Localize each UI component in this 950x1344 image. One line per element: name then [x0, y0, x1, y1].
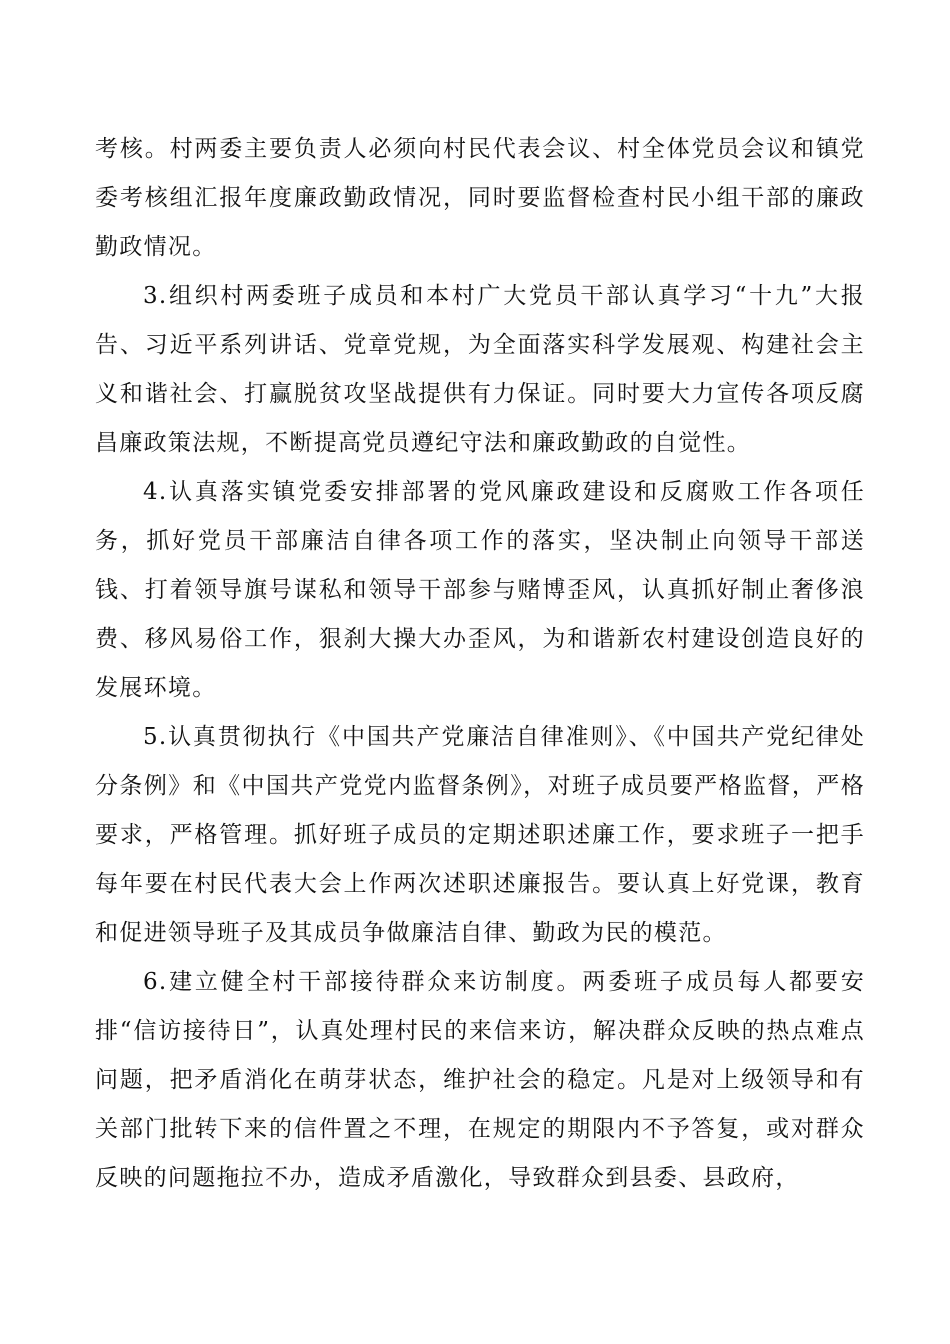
paragraph-item-4: 4.认真落实镇党委安排部署的党风廉政建设和反腐败工作各项任务，抓好党员干部廉洁自律各项工作的落实，坚决制止向领导干部送钱、打着领导旗号谋私和领导干部参与赌博歪风，认真抓好制止奢侈浪费、移风易俗工作，狠刹大操大办歪风，为和谐新农村建设创造良好的发展环境。 — [95, 479, 865, 701]
paragraph-continuation: 考核。村两委主要负责人必须向村民代表会议、村全体党员会议和镇党委考核组汇报年度廉政勤政情况，同时要监督检查村民小组干部的廉政勤政情况。 — [95, 136, 865, 260]
document-body — [95, 125, 865, 1203]
paragraph-item-5: 5.认真贯彻执行《中国共产党廉洁自律准则》、《中国共产党纪律处分条例》和《中国共产党党内监督条例》，对班子成员要严格监督，严格要求，严格管理。抓好班子成员的定期述职述廉工作，要求班子一把手每年要在村民代表大会上作两次述职述廉报告。要认真上好党课，教育和促进领导班子及其成员争做廉洁自律、勤政为民的模范。 — [95, 724, 865, 946]
paragraph-item-6: 6.建立健全村干部接待群众来访制度。两委班子成员每人都要安排“信访接待日”，认真处理村民的来信来访，解决群众反映的热点难点问题，把矛盾消化在萌芽状态，维护社会的稳定。凡是对上级领导和有关部门批转下来的信件置之不理，在规定的期限内不予答复，或对群众反映的问题拖拉不办，造成矛盾激化，导致群众到县委、县政府， — [95, 969, 865, 1191]
paragraph-item-3: 3.组织村两委班子成员和本村广大党员干部认真学习“十九”大报告、习近平系列讲话、党章党规，为全面落实科学发展观、构建社会主义和谐社会、打赢脱贫攻坚战提供有力保证。同时要大力宣传各项反腐昌廉政策法规，不断提高党员遵纪守法和廉政勤政的自觉性。 — [95, 283, 865, 456]
